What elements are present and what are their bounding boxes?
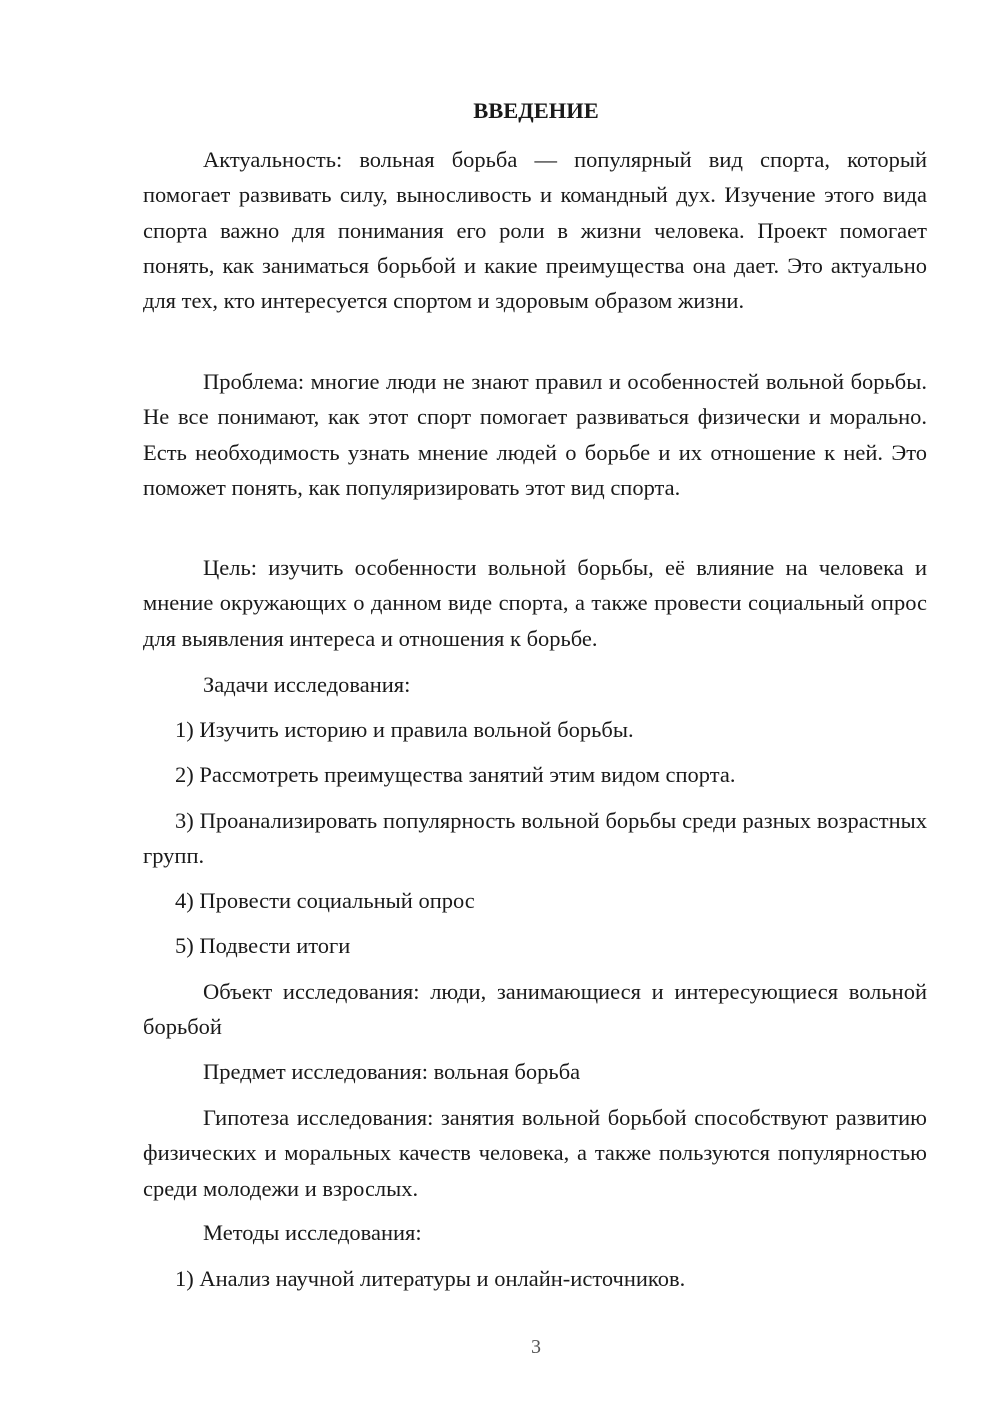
subject-paragraph: Предмет исследования: вольная борьба bbox=[203, 1059, 581, 1084]
tasks-title: Задачи исследования: bbox=[203, 672, 411, 697]
task-item-3: 3) Проанализировать популярность вольной борьбы среди разных возрастных групп. bbox=[143, 808, 927, 869]
hypothesis-paragraph: Гипотеза исследования: занятия вольной борьбой способствуют развитию физических и моральных качеств человека, а также пользуются популярностью среди молодежи и взрослых. bbox=[143, 1105, 927, 1201]
task-item-5: 5) Подвести итоги bbox=[175, 933, 351, 958]
object-paragraph: Объект исследования: люди, занимающиеся и интересующиеся вольной борьбой bbox=[143, 979, 927, 1040]
task-item-1: 1) Изучить историю и правила вольной борьбы. bbox=[175, 717, 634, 742]
section-heading: ВВЕДЕНИЕ bbox=[473, 98, 599, 123]
page-number: 3 bbox=[531, 1336, 541, 1358]
goal-paragraph: Цель: изучить особенности вольной борьбы, её влияние на человека и мнение окружающих о данном виде спорта, а также провести социальный опрос для выявления интереса и отношения к борьбе. bbox=[143, 555, 927, 651]
method-item-1: 1) Анализ научной литературы и онлайн-источников. bbox=[175, 1266, 686, 1291]
problem-paragraph: Проблема: многие люди не знают правил и особенностей вольной борьбы. Не все понимают, как этот спорт помогает развиваться физически и морально. Есть необходимость узнать мнение людей о борьбе и их отношение к ней. Это поможет понять, как популяризировать этот вид спорта. bbox=[143, 369, 927, 500]
methods-title: Методы исследования: bbox=[203, 1220, 422, 1245]
task-item-4: 4) Провести социальный опрос bbox=[175, 888, 475, 913]
task-item-2: 2) Рассмотреть преимущества занятий этим видом спорта. bbox=[175, 762, 736, 787]
relevance-paragraph: Актуальность: вольная борьба — популярный вид спорта, который помогает развивать силу, выносливость и командный дух. Изучение этого вида спорта важно для понимания его роли в жизни человека. Проект помогает понять, как заниматься борьбой и какие преимущества она дает. Это актуально для тех, кто интересуется спортом и здоровым образом жизни. bbox=[143, 147, 927, 314]
